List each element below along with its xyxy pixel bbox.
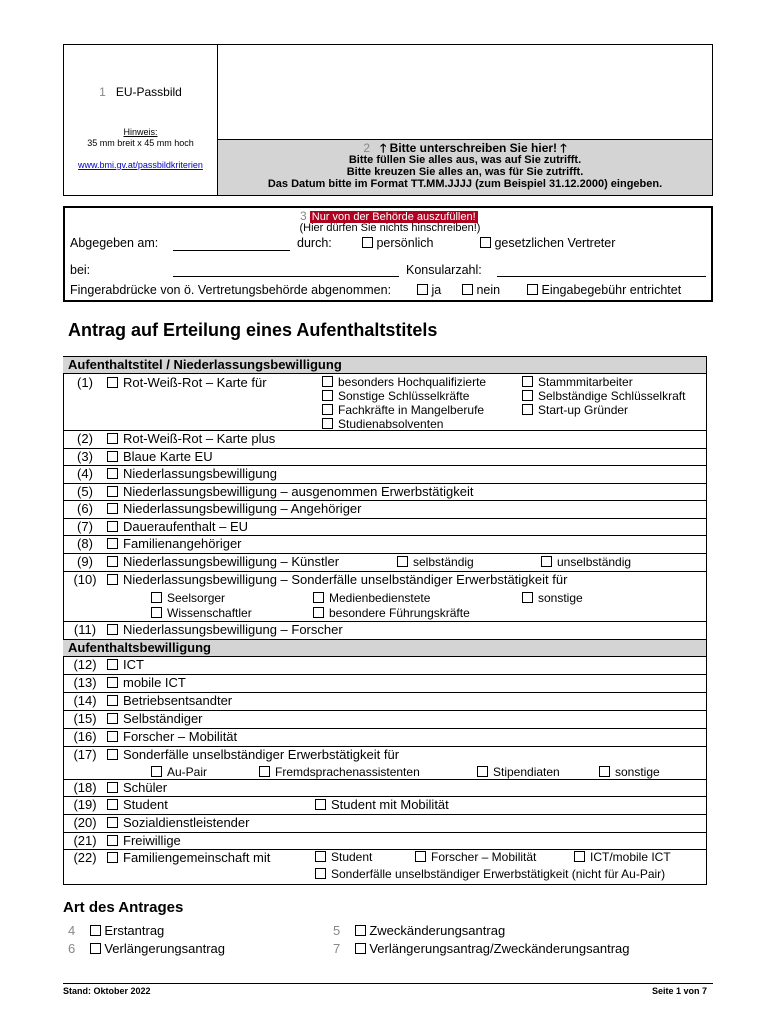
checkbox[interactable]	[599, 766, 610, 777]
instruction-line-1: Bitte füllen Sie alles aus, was auf Sie zutrifft.	[348, 154, 582, 166]
option-label: Fremdsprachenassistenten	[275, 764, 420, 779]
gebuehr-label: Eingabegebühr entrichtet	[541, 283, 682, 297]
checkbox[interactable]	[151, 766, 162, 777]
option-label: besonders Hochqualifizierte	[338, 375, 487, 389]
option-label: selbständig	[413, 555, 474, 569]
option-label: Daueraufenthalt – EU	[123, 518, 249, 534]
row-number: (16)	[73, 729, 97, 744]
checkbox[interactable]	[322, 404, 333, 415]
row-number: (21)	[73, 832, 97, 848]
option-label: Niederlassungsbewilligung	[123, 466, 277, 481]
bei-label: bei:	[70, 263, 91, 277]
table-row	[63, 466, 706, 484]
abgegeben-field[interactable]	[173, 250, 290, 251]
table-row	[63, 536, 706, 554]
photo-hint-title: Hinweis:	[123, 127, 158, 137]
option-student-mobilitaet[interactable]	[315, 797, 449, 812]
option-label: Familienangehöriger	[123, 536, 242, 551]
row-number: (8)	[77, 536, 93, 551]
option-label: Niederlassungsbewilligung – Forscher	[123, 622, 343, 637]
option-fremdsprachen[interactable]	[259, 765, 420, 779]
option-label: ICT	[123, 657, 144, 672]
vertreter-label: gesetzlichen Vertreter	[494, 236, 616, 250]
footer-rule	[63, 983, 713, 984]
option-selbstaendig[interactable]	[397, 555, 474, 569]
checkbox[interactable]	[107, 556, 118, 567]
option-label: sonstige	[538, 591, 583, 605]
checkbox[interactable]	[107, 503, 118, 514]
option-label: Freiwillige	[123, 832, 181, 848]
option-daueraufenthalt[interactable]	[107, 519, 248, 534]
checkbox[interactable]	[107, 713, 118, 724]
option-label: Blaue Karte EU	[123, 448, 213, 464]
option-label: Niederlassungsbewilligung – Angehöriger	[123, 501, 362, 516]
option-schluesselkraefte[interactable]	[322, 389, 469, 403]
option-selbst-schluesselkraft[interactable]	[522, 389, 685, 403]
option-fg-student[interactable]	[315, 850, 372, 864]
checkbox[interactable]	[107, 695, 118, 706]
checkbox[interactable]	[313, 607, 324, 618]
option-label: Wissenschaftler	[167, 606, 252, 620]
table-row	[63, 711, 706, 729]
checkbox[interactable]	[107, 799, 118, 810]
nein-checkbox[interactable]	[462, 284, 473, 295]
option-betriebsentsandter[interactable]	[107, 693, 232, 708]
option-sonderfaelle-ab[interactable]	[107, 747, 399, 762]
checkbox[interactable]	[322, 376, 333, 387]
checkbox[interactable]	[151, 607, 162, 618]
checkbox[interactable]	[107, 433, 118, 444]
checkbox[interactable]	[107, 538, 118, 549]
instruction-line-3: Das Datum bitte im Format TT.MM.JJJJ (zum Beispiel 31.12.2000) eingeben.	[267, 178, 663, 190]
table-row	[63, 374, 706, 431]
option-num: 6	[68, 941, 76, 956]
checkbox[interactable]	[90, 943, 101, 954]
option-label: Erstantrag	[104, 923, 165, 938]
option-label: Niederlassungsbewilligung – ausgenommen Erwerbstätigkeit	[123, 483, 474, 499]
option-label: Medienbedienstete	[329, 591, 431, 605]
finger-label: Fingerabdrücke von ö. Vertretungsbehörde abgenommen:	[70, 283, 392, 297]
option-label: Verlängerungsantrag/Zweckänderungsantrag	[369, 941, 630, 956]
option-label: Student	[123, 797, 168, 812]
photo-link-wrap	[64, 160, 217, 170]
table-row	[63, 747, 706, 780]
checkbox[interactable]	[315, 851, 326, 862]
option-studienabsolventen[interactable]	[322, 417, 443, 431]
checkbox[interactable]	[315, 868, 326, 879]
row-number: (22)	[73, 850, 97, 865]
option-rwr-karte-plus[interactable]	[107, 431, 275, 446]
footer-page: Seite 1 von 7	[651, 986, 707, 996]
signature-title: Bitte unterschreiben Sie hier!	[389, 141, 558, 155]
option-stipendiaten[interactable]	[477, 765, 560, 779]
row-number: (4)	[77, 466, 93, 481]
option-au-pair[interactable]	[151, 765, 207, 779]
option-stammmitarbeiter[interactable]	[522, 375, 633, 389]
table-row	[63, 780, 706, 798]
option-label: Sonstige Schlüsselkräfte	[338, 389, 470, 403]
signature-info	[218, 139, 712, 195]
option-niederlassung-ausgenommen[interactable]	[107, 484, 473, 499]
table-row	[63, 675, 706, 693]
checkbox[interactable]	[313, 592, 324, 603]
checkbox[interactable]	[107, 574, 118, 585]
bei-field[interactable]	[173, 276, 399, 277]
option-niederlassung[interactable]	[107, 466, 277, 481]
ja-checkbox[interactable]	[417, 284, 428, 295]
option-fg-ict[interactable]	[574, 850, 671, 864]
table-row	[63, 729, 706, 747]
konsularzahl-field[interactable]	[497, 276, 706, 277]
konsularzahl-label: Konsularzahl:	[406, 263, 482, 277]
passbild-link[interactable]: www.bmi.gv.at/passbildkriterien	[78, 160, 203, 170]
option-label: Rot-Weiß-Rot – Karte plus	[123, 431, 276, 446]
art-title: Art des Antrages	[63, 899, 184, 916]
option-label: besondere Führungskräfte	[329, 606, 470, 620]
table-row	[63, 622, 706, 640]
checkbox[interactable]	[355, 943, 366, 954]
table-row	[63, 572, 706, 622]
checkbox[interactable]	[107, 451, 118, 462]
option-forscher-mobilitaet[interactable]	[107, 729, 237, 744]
row-number: (13)	[73, 675, 97, 690]
footer-stand: Stand: Oktober 2022	[63, 986, 151, 996]
gebuehr-checkbox[interactable]	[527, 284, 538, 295]
checkbox[interactable]	[522, 592, 533, 603]
option-sozialdienst[interactable]	[107, 815, 249, 830]
arrow-up-icon: 🡑	[380, 141, 387, 155]
option-niederlassung-angehoeriger[interactable]	[107, 501, 362, 516]
checkbox[interactable]	[541, 556, 552, 567]
row-number: (18)	[73, 779, 97, 795]
option-label: Selbständiger	[123, 711, 203, 726]
row-number: (5)	[77, 483, 93, 499]
table-row	[63, 431, 706, 449]
table-row	[63, 501, 706, 519]
table-row	[63, 833, 706, 851]
option-label: Student	[331, 850, 373, 864]
authority-num: 3	[300, 209, 307, 223]
checkbox[interactable]	[107, 659, 118, 670]
option-sonstige-ab[interactable]	[599, 765, 660, 779]
row-number: (2)	[77, 431, 93, 446]
table-row	[63, 850, 706, 884]
checkbox[interactable]	[107, 731, 118, 742]
row-number: (15)	[73, 711, 97, 726]
option-label: Stipendiaten	[493, 764, 560, 779]
option-num: 7	[333, 941, 341, 956]
option-familienangehoeriger[interactable]	[107, 536, 242, 551]
vertreter-option[interactable]	[480, 236, 615, 250]
row-number: (12)	[73, 657, 97, 672]
row-number: (14)	[73, 693, 97, 708]
option-rwr-karte[interactable]	[107, 375, 267, 390]
row-number: (19)	[73, 797, 97, 812]
row-number: (20)	[73, 815, 97, 830]
option-familiengemeinschaft[interactable]	[107, 850, 270, 865]
photo-label-text: EU-Passbild	[115, 85, 182, 99]
option-label: Student mit Mobilität	[331, 797, 449, 812]
checkbox[interactable]	[107, 677, 118, 688]
checkbox[interactable]	[107, 624, 118, 635]
vertreter-checkbox[interactable]	[480, 237, 491, 248]
authority-header	[300, 209, 478, 223]
persoenlich-label: persönlich	[376, 236, 434, 250]
option-label: sonstige	[615, 764, 660, 779]
option-label: Schüler	[123, 779, 168, 795]
ja-label: ja	[431, 283, 442, 297]
checkbox[interactable]	[107, 782, 118, 793]
option-sonstige[interactable]	[522, 591, 583, 605]
table-row	[63, 797, 706, 815]
instruction-line-2: Bitte kreuzen Sie alles an, was für Sie zutrifft.	[346, 166, 584, 178]
option-ict[interactable]	[107, 657, 144, 672]
table-row	[63, 484, 706, 502]
row-number: (6)	[77, 501, 93, 516]
abgegeben-label: Abgegeben am:	[70, 236, 159, 250]
checkbox[interactable]	[151, 592, 162, 603]
checkbox[interactable]	[315, 799, 326, 810]
checkbox[interactable]	[322, 418, 333, 429]
option-mobile-ict[interactable]	[107, 675, 186, 690]
checkbox[interactable]	[355, 925, 366, 936]
photo-hint-size: 35 mm breit x 45 mm hoch	[87, 138, 194, 148]
signature-num: 2	[363, 141, 371, 155]
table-row	[63, 519, 706, 537]
checkbox[interactable]	[522, 390, 533, 401]
option-fachkraefte[interactable]	[322, 403, 484, 417]
option-kuenstler[interactable]	[107, 554, 339, 569]
checkbox[interactable]	[522, 376, 533, 387]
option-label: Betriebsentsandter	[123, 693, 233, 708]
option-label: Niederlassungsbewilligung – Künstler	[123, 554, 340, 569]
row-number: (3)	[77, 448, 93, 464]
option-label: Sonderfälle unselbständiger Erwerbstätigkeit für	[123, 746, 400, 762]
option-unselbstaendig[interactable]	[541, 555, 631, 569]
option-label: Fachkräfte in Mangelberufe	[338, 403, 485, 417]
checkbox[interactable]	[107, 749, 118, 760]
page-title: Antrag auf Erteilung eines Aufenthaltstitels	[68, 320, 438, 340]
option-medienbedienstete[interactable]	[313, 591, 430, 605]
checkbox[interactable]	[107, 817, 118, 828]
option-seelsorger[interactable]	[151, 591, 225, 605]
signature-area[interactable]	[218, 44, 712, 139]
option-label: Studienabsolventen	[338, 417, 444, 431]
table-row	[63, 693, 706, 711]
nein-option[interactable]	[462, 283, 500, 297]
option-verl-zweck[interactable]	[333, 941, 629, 956]
option-num: 4	[68, 923, 76, 938]
persoenlich-option[interactable]	[362, 236, 433, 250]
option-label: Niederlassungsbewilligung – Sonderfälle unselbständiger Erwerbstätigkeit für	[123, 572, 568, 587]
option-label: Start-up Gründer	[538, 403, 629, 417]
table-row	[63, 554, 706, 572]
option-verlaengerung[interactable]	[68, 941, 225, 956]
option-label: Familiengemeinschaft mit	[123, 850, 271, 865]
row-number: (9)	[77, 554, 93, 569]
option-label: Zweckänderungsantrag	[369, 923, 506, 938]
photo-label	[64, 85, 217, 99]
option-hochqualifizierte[interactable]	[322, 375, 486, 389]
option-label: Sonderfälle unselbständiger Erwerbstätigkeit (nicht für Au-Pair)	[331, 867, 666, 881]
checkbox[interactable]	[415, 851, 426, 862]
row-number: (10)	[73, 572, 97, 587]
checkbox[interactable]	[107, 521, 118, 532]
checkbox[interactable]	[107, 852, 118, 863]
option-sonderfaelle[interactable]	[107, 572, 567, 587]
arrow-up-icon: 🡑	[560, 141, 567, 155]
option-schueler[interactable]	[107, 780, 167, 795]
row-number: (17)	[73, 746, 97, 762]
table-row	[63, 449, 706, 467]
durch-label: durch:	[297, 236, 332, 250]
option-zweckaenderung[interactable]	[333, 923, 505, 938]
option-label: mobile ICT	[123, 675, 186, 690]
option-fuehrungskraefte[interactable]	[313, 606, 470, 620]
option-erstantrag[interactable]	[68, 923, 164, 938]
checkbox[interactable]	[107, 377, 118, 388]
persoenlich-checkbox[interactable]	[362, 237, 373, 248]
row-number: (1)	[77, 375, 93, 390]
option-num: 5	[333, 923, 341, 938]
row-number: (11)	[73, 622, 97, 637]
option-label: Forscher – Mobilität	[123, 729, 238, 744]
option-blaue-karte[interactable]	[107, 449, 213, 464]
option-startup[interactable]	[522, 403, 628, 417]
checkbox[interactable]	[90, 925, 101, 936]
signature-title-line	[218, 142, 712, 154]
checkbox[interactable]	[477, 766, 488, 777]
section-header-aufenthaltstitel: Aufenthaltstitel / Niederlassungsbewilligung	[63, 357, 706, 374]
option-label: Sozialdienstleistender	[123, 815, 250, 830]
row-number: (7)	[77, 518, 93, 534]
checkbox[interactable]	[522, 404, 533, 415]
option-label: Au-Pair	[167, 764, 208, 779]
nein-label: nein	[476, 283, 501, 297]
checkbox[interactable]	[397, 556, 408, 567]
table-row	[63, 815, 706, 833]
checkbox[interactable]	[259, 766, 270, 777]
authority-badge: Nur von der Behörde auszufüllen!	[311, 211, 476, 223]
option-wissenschaftler[interactable]	[151, 606, 252, 620]
checkbox[interactable]	[107, 835, 118, 846]
option-label: unselbständig	[557, 555, 632, 569]
photo-num: 1	[99, 85, 106, 99]
ja-option[interactable]	[417, 283, 441, 297]
option-label: Seelsorger	[167, 591, 226, 605]
option-label: Selbständige Schlüsselkraft	[538, 389, 686, 403]
checkbox[interactable]	[574, 851, 585, 862]
gebuehr-option[interactable]	[527, 283, 681, 297]
option-label: ICT/mobile ICT	[590, 850, 671, 864]
checkbox[interactable]	[107, 486, 118, 497]
option-label: Verlängerungsantrag	[104, 941, 226, 956]
option-label: Forscher – Mobilität	[431, 850, 537, 864]
option-freiwillige[interactable]	[107, 833, 181, 848]
option-fg-sonderfaelle[interactable]	[315, 867, 665, 881]
option-fg-forscher[interactable]	[415, 850, 536, 864]
checkbox[interactable]	[107, 468, 118, 479]
option-selbstaendiger[interactable]	[107, 711, 203, 726]
option-forscher[interactable]	[107, 622, 343, 637]
authority-note: (Hier dürfen Sie nichts hinschreiben!)	[299, 222, 481, 234]
checkbox[interactable]	[322, 390, 333, 401]
option-student[interactable]	[107, 797, 168, 812]
option-label: Stammmitarbeiter	[538, 375, 633, 389]
table-row	[63, 657, 706, 675]
option-label: Rot-Weiß-Rot – Karte für	[123, 375, 267, 390]
section-header-aufenthaltsbewilligung: Aufenthaltsbewilligung	[63, 640, 706, 657]
